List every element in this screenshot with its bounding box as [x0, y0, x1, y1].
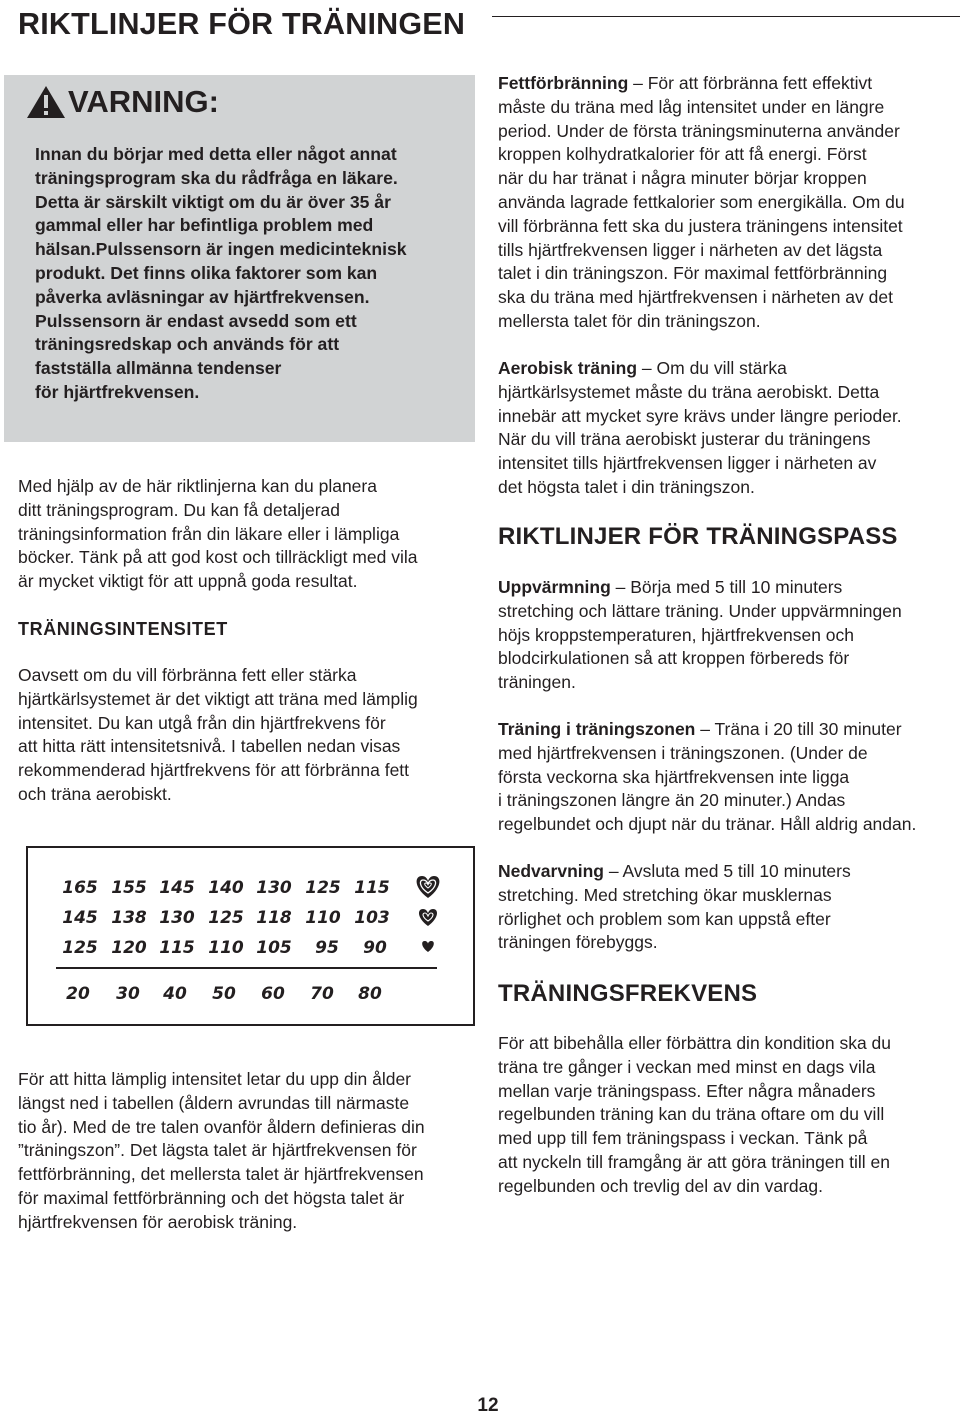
text-line: period. Under de första träningsminuterna använder: [498, 120, 900, 141]
text-line: måste du träna med låg intensitet under en längre: [498, 96, 885, 117]
table-cell: 145: [62, 908, 98, 928]
text-line: För att bibehålla eller förbättra din kondition ska du: [498, 1033, 892, 1053]
text-line: träningen förebyggs.: [498, 932, 658, 953]
age-label: 60: [261, 984, 285, 1004]
text-line: träna tre gånger i veckan med minst en dags vila: [498, 1056, 876, 1077]
text-line: regelbunden träning kan du träna oftare om du vill: [498, 1104, 885, 1125]
table-explanation: [18, 1068, 478, 1235]
text-line: med upp till fem träningspass i veckan. Tänk på: [498, 1128, 868, 1149]
table-cell: 125: [305, 878, 341, 898]
zone-lead: Träning i träningszonen: [498, 719, 696, 739]
text-line: [498, 72, 956, 96]
text-line: innebär att mycket syre krävs under längre perioder.: [498, 405, 902, 426]
warning-heading: [26, 84, 219, 120]
text-line: att hitta rätt intensitetsnivå. I tabellen nedan visas: [18, 736, 401, 757]
table-cell: 115: [354, 878, 390, 898]
text-line: träningsinformation från din läkare eller i lämpliga: [18, 523, 400, 544]
table-cell: 130: [256, 878, 292, 898]
text-line: längst ned i tabellen (åldern avrundas till närmaste: [18, 1092, 410, 1113]
text-line: med hjärtfrekvensen i träningszonen. (Under de: [498, 742, 868, 763]
cooldown-paragraph: [498, 860, 956, 955]
text-line: rekommenderad hjärtfrekvens för att förbränna fett: [18, 760, 410, 781]
text-line: hjärtkärlsystemet är det viktigt att träna med lämplig: [18, 688, 418, 709]
warning-line: träningsprogram ska du rådfråga en läkare.: [35, 167, 398, 188]
warmup-paragraph: [498, 576, 956, 695]
table-cell: 118: [256, 908, 292, 928]
table-cell: 130: [159, 908, 195, 928]
text-line: talet i din träningszon. För maximal fettförbränning: [498, 263, 888, 284]
age-label: 20: [66, 984, 90, 1004]
text-line: böcker. Tänk på att god kost och tillräckligt med vila: [18, 547, 418, 568]
text-line: ditt träningsprogram. Du kan få detaljerad: [18, 499, 340, 520]
text-line: intensitet tills hjärtfrekvensen ligger i närheten av: [498, 453, 877, 474]
intro-paragraph: [18, 475, 478, 594]
fat-burning-first-line: – För att förbränna fett effektivt: [628, 73, 873, 93]
fat-burning-paragraph: [498, 72, 956, 334]
text-line: ”träningszon”. Det lägsta talet är hjärtfrekvensen för: [18, 1140, 417, 1161]
warning-line: Pulssensorn är endast avsedd som ett: [35, 310, 357, 331]
aerobic-paragraph: [498, 357, 956, 500]
text-line: ska du träna med hjärtfrekvensen i närheten av det: [498, 287, 893, 308]
text-line: i träningszonen längre än 20 minuter.) Andas: [498, 790, 846, 811]
text-line: mellersta talet för din träningszon.: [498, 310, 761, 331]
warmup-first-line: – Börja med 5 till 10 minuters: [610, 577, 843, 597]
aerobic-first-line: – Om du vill stärka: [637, 358, 787, 378]
text-line: [498, 860, 956, 884]
intensity-paragraph: [18, 664, 478, 807]
text-line: [498, 718, 956, 742]
text-line: [498, 576, 956, 600]
text-line: fettförbränning, det mellersta talet är hjärtfrekvensen: [18, 1164, 424, 1185]
table-cell: 103: [354, 908, 390, 928]
text-line: höjs kroppstemperaturen, hjärtfrekvensen och: [498, 624, 855, 645]
table-cell: 145: [159, 878, 195, 898]
text-line: rörlighet och problem som kan uppstå efter: [498, 908, 831, 929]
heart-large-icon: [417, 876, 440, 898]
text-line: stretching och lättare träning. Under uppvärmningen: [498, 600, 902, 621]
table-cell: 140: [208, 878, 244, 898]
warning-title: VARNING:: [68, 84, 219, 119]
text-line: är mycket viktigt för att uppnå goda resultat.: [18, 571, 358, 592]
text-line: [498, 357, 956, 381]
text-line: tio år). Med de tre talen ovanför åldern definieras din: [18, 1116, 425, 1137]
top-rule: [492, 16, 960, 17]
age-label: 80: [358, 984, 382, 1004]
table-cell: 90: [363, 938, 387, 958]
text-line: regelbundet och djupt när du tränar. Håll aldrig andan.: [498, 814, 917, 835]
page-title: RIKTLINJER FÖR TRÄNINGEN: [18, 7, 466, 41]
warning-line: Detta är särskilt viktigt om du är över 35 år: [35, 191, 391, 212]
text-line: hjärtfrekvensen för aerobisk träning.: [18, 1211, 298, 1232]
warning-line: hälsan.Pulssensorn är ingen medicinteknisk: [35, 239, 407, 260]
text-line: tills hjärtfrekvensen ligger i närheten av det lägsta: [498, 239, 883, 260]
text-line: stretching. Med stretching ökar musklernas: [498, 884, 832, 905]
age-label: 40: [163, 984, 187, 1004]
text-line: använda lagrade fettkalorier som energikälla. Om du: [498, 191, 905, 212]
text-line: och träna aerobiskt.: [18, 783, 172, 804]
text-line: När du vill träna aerobiskt justerar du träningens: [498, 429, 871, 450]
table-cell: 105: [256, 938, 292, 958]
zone-first-line: – Träna i 20 till 30 minuter: [695, 719, 902, 739]
heart-medium-icon: [419, 909, 437, 926]
table-cell: 110: [305, 908, 341, 928]
frequency-paragraph: [498, 1032, 956, 1199]
warning-triangle-icon: [26, 85, 66, 119]
table-cell: 125: [62, 938, 98, 958]
text-line: blodcirkulationen så att kroppen förbereds för: [498, 648, 850, 669]
heart-rate-table-graphic: [28, 848, 473, 1024]
text-line: Oavsett om du vill förbränna fett eller stärka: [18, 665, 357, 685]
table-cell: 95: [315, 938, 339, 958]
page-number: 12: [477, 1395, 499, 1416]
age-label: 50: [212, 984, 236, 1004]
text-line: för maximal fettförbränning och det högsta talet är: [18, 1187, 405, 1208]
warmup-lead: Uppvärmning: [498, 577, 611, 597]
text-line: Med hjälp av de här riktlinjerna kan du planera: [18, 476, 377, 496]
text-line: regelbunden och trevlig del av din vardag.: [498, 1175, 823, 1196]
warning-line: för hjärtfrekvensen.: [35, 381, 200, 402]
table-cell: 120: [111, 938, 147, 958]
text-line: när du har tränat i några minuter börjar kroppen: [498, 168, 867, 189]
table-cell: 125: [208, 908, 244, 928]
cooldown-lead: Nedvarvning: [498, 861, 604, 881]
cooldown-first-line: – Avsluta med 5 till 10 minuters: [604, 861, 851, 881]
fat-burning-lead: Fettförbränning: [498, 73, 629, 93]
intensity-heading: TRÄNINGSINTENSITET: [18, 619, 228, 639]
text-line: kroppen kolhydratkalorier för att få energi. Först: [498, 144, 867, 165]
warning-text: [35, 143, 455, 405]
heart-rate-table: [26, 846, 475, 1026]
table-cell: 138: [111, 908, 147, 928]
heart-small-icon: [422, 941, 434, 952]
table-cell: 165: [62, 878, 98, 898]
warning-line: träningsredskap och används för att: [35, 334, 340, 355]
text-line: hjärtkärlsystemet måste du träna aerobiskt. Detta: [498, 381, 880, 402]
warning-line: påverka avläsningar av hjärtfrekvensen.: [35, 286, 370, 307]
age-label: 70: [310, 984, 334, 1004]
text-line: träningen.: [498, 672, 576, 693]
warning-line: produkt. Det finns olika faktorer som kan: [35, 262, 378, 283]
table-cell: 115: [159, 938, 195, 958]
aerobic-lead: Aerobisk träning: [498, 358, 638, 378]
text-line: För att hitta lämplig intensitet letar du upp din ålder: [18, 1069, 411, 1089]
text-line: att nyckeln till framgång är att göra träningen till en: [498, 1151, 891, 1172]
sessions-heading: RIKTLINJER FÖR TRÄNINGSPASS: [498, 523, 898, 550]
text-line: vill förbränna fett ska du justera träningens intensitet: [498, 215, 903, 236]
table-cell: 155: [111, 878, 147, 898]
text-line: det högsta talet i din träningszon.: [498, 476, 755, 497]
warning-line: Innan du börjar med detta eller något annat: [35, 144, 397, 164]
text-line: intensitet. Du kan utgå från din hjärtfrekvens för: [18, 712, 386, 733]
age-label: 30: [116, 984, 140, 1004]
frequency-heading: TRÄNINGSFREKVENS: [498, 980, 758, 1007]
text-line: mellan varje träningspass. Efter några månaders: [498, 1080, 876, 1101]
table-cell: 110: [208, 938, 244, 958]
text-line: första veckorna ska hjärtfrekvensen inte ligga: [498, 766, 850, 787]
warning-line: gammal eller har befintliga problem med: [35, 215, 374, 236]
zone-paragraph: [498, 718, 956, 837]
warning-line: fastställa allmänna tendenser: [35, 358, 282, 379]
